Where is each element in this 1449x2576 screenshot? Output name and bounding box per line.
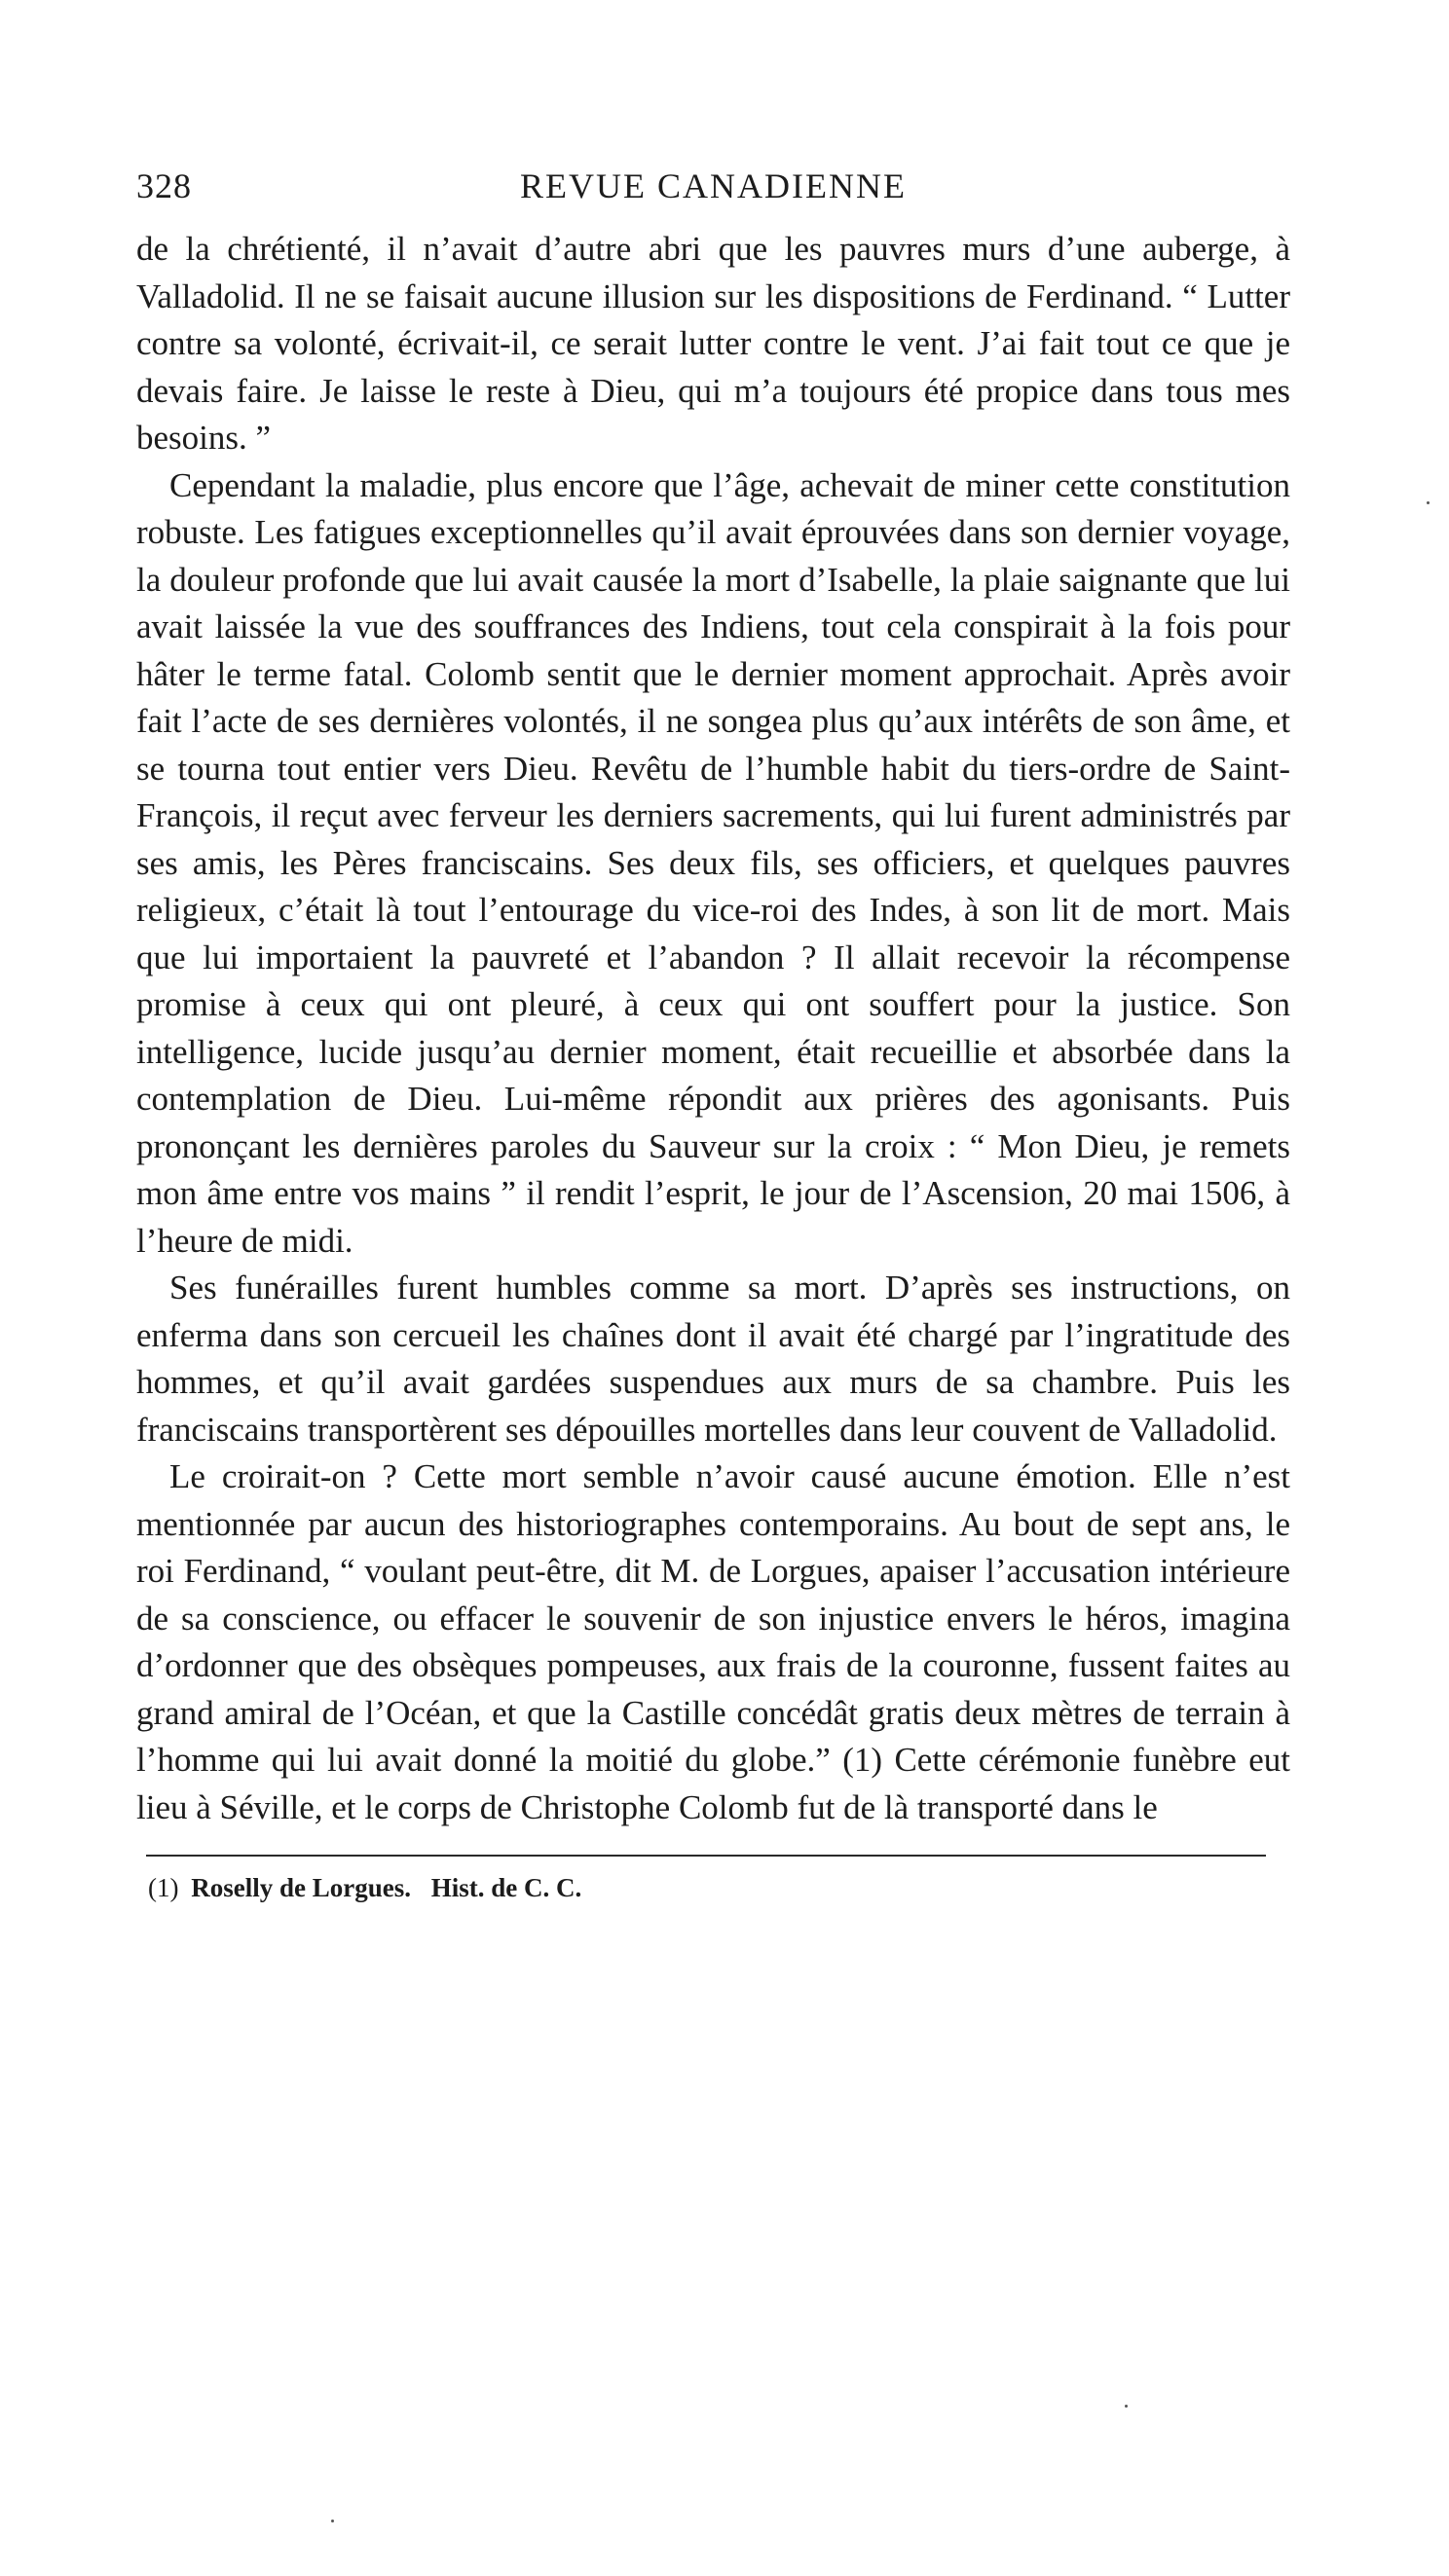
page-number: 328 <box>136 166 192 205</box>
scan-speck <box>1427 501 1430 504</box>
scan-speck <box>1125 2405 1128 2408</box>
journal-title: REVUE CANADIENNE <box>520 166 907 205</box>
footnote-reference: Hist. de C. C. <box>430 1873 582 1902</box>
footnote-divider <box>146 1855 1266 1857</box>
running-head <box>136 166 1290 220</box>
body-text <box>136 226 1290 1831</box>
scan-speck <box>331 2520 334 2522</box>
footnote-number: (1) <box>148 1873 179 1902</box>
footnote <box>148 1870 1290 1905</box>
book-page <box>136 166 1290 1905</box>
footnote-source: Roselly de Lorgues. <box>191 1873 411 1902</box>
paragraph-2: Cependant la maladie, plus encore que l’âge, achevait de miner cette constitution robuste. Les fatigues exceptionnelles qu’il avait éprouvées dans son dernier voyage, la douleur profonde que lui avait causée la mort d’Isabelle, la plaie saignante que lui avait laissée la vue des souffrances des Indiens, tout cela conspirait à la fois pour hâter le terme fatal. Colomb sentit que le dernier moment approchait. Après avoir fait l’acte de ses dernières volontés, il ne songea plus qu’aux intérêts de son âme, et se tourna tout entier vers Dieu. Revêtu de l’humble habit du tiers-ordre de Saint-François, il reçut avec ferveur les derniers sacrements, qui lui furent administrés par ses amis, les Pères franciscains. Ses deux fils, ses officiers, et quelques pauvres religieux, c’était là tout l’entourage du vice-roi des Indes, à son lit de mort. Mais que lui importaient la pauvreté et l’abandon ? Il allait recevoir la récompense promise à ceux qui ont pleuré, à ceux qui ont souffert pour la justice. Son intelligence, lucide jusqu’au dernier moment, était recueillie et absorbée dans la contemplation de Dieu. Lui-même répondit aux prières des agonisants. Puis prononçant les dernières paroles du Sauveur sur la croix : “ Mon Dieu, je remets mon âme entre vos mains ” il rendit l’esprit, le jour de l’Ascension, 20 mai 1506, à l’heure de midi. <box>136 465 1290 1260</box>
paragraph-1: de la chrétienté, il n’avait d’autre abri que les pauvres murs d’une auberge, à Valladolid. Il ne se faisait aucune illusion sur les dispositions de Ferdinand. “ Lutter contre sa volonté, écrivait-il, ce serait lutter contre le vent. J’ai fait tout ce que je devais faire. Je laisse le reste à Dieu, qui m’a toujours été propice dans tous mes besoins. ” <box>136 230 1290 457</box>
paragraph-3: Ses funérailles furent humbles comme sa mort. D’après ses instructions, on enferma dans son cercueil les chaînes dont il avait été chargé par l’ingratitude des hommes, et qu’il avait gardées suspendues aux murs de sa chambre. Puis les franciscains transportèrent ses dépouilles mortelles dans leur couvent de Valladolid. <box>136 1269 1290 1449</box>
paragraph-4: Le croirait-on ? Cette mort semble n’avoir causé aucune émotion. Elle n’est mentionnée par aucun des historiographes contemporains. Au bout de sept ans, le roi Ferdinand, “ voulant peut-être, dit M. de Lorgues, apaiser l’accusation intérieure de sa conscience, ou effacer le souvenir de son injustice envers le héros, imagina d’ordonner que des obsèques pompeuses, aux frais de la couronne, fussent faites au grand amiral de l’Océan, et que la Castille concédât gratis deux mètres de terrain à l’homme qui lui avait donné la moitié du globe.” (1) Cette cérémonie funèbre eut lieu à Séville, et le corps de Christophe Colomb fut de là transporté dans le <box>136 1457 1290 1826</box>
